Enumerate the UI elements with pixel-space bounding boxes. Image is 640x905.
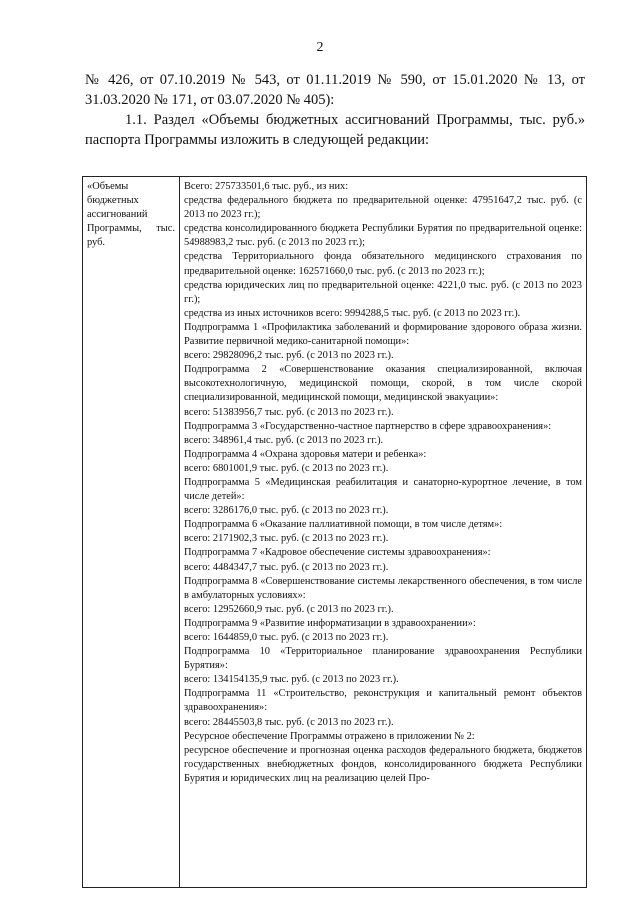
subprogram-7-total: всего: 4484347,7 тыс. руб. (с 2013 по 2023 гг.). xyxy=(184,561,389,573)
subprogram-9-total: всего: 1644859,0 тыс. руб. (с 2013 по 2023 гг.). xyxy=(184,632,389,643)
subprogram-2-title: Подпрограмма 2 «Совершенствование оказания специализированной, включая высокотехнологичную, медицинской помощи, скорой, в том числе скорой специализированной, медицинской помощи, медицинской эвакуации»: xyxy=(184,364,582,404)
subprogram-10-total: всего: 134154135,9 тыс. руб. (с 2013 по 2023 гг.). xyxy=(184,674,399,686)
subprogram-4-title: Подпрограмма 4 «Охрана здоровья матери и ребенка»: xyxy=(184,448,427,460)
subprogram-4-total: всего: 6801001,9 тыс. руб. (с 2013 по 2023 гг.). xyxy=(184,462,389,474)
resource-description-line: ресурсное обеспечение и прогнозная оценка расходов федерального бюджета, бюджетов государственных внебюджетных фондов, консолидированного бюджета Республики Бурятия и юридических лиц на реализацию целей Про- xyxy=(184,744,582,784)
subprogram-10-title: Подпрограмма 10 «Территориальное планирование здравоохранения Республики Бурятия»: xyxy=(184,646,582,672)
federal-budget-line: средства федерального бюджета по предварительной оценке: 47951647,2 тыс. руб. (с 2013 по 2023 гг.); xyxy=(184,195,582,221)
subprogram-11-total: всего: 28445503,8 тыс. руб. (с 2013 по 2023 гг.). xyxy=(184,716,394,728)
table-row xyxy=(83,177,587,888)
intro-line-1: № 426, от 07.10.2019 № 543, от 01.11.2019 № 590, от 15.01.2020 № 13, от 31.03.2020 № 171, от 03.07.2020 № 405): xyxy=(85,72,585,108)
subprogram-1-title: Подпрограмма 1 «Профилактика заболеваний и формирование здорового образа жизни. Развитие первичной медико-санитарной помощи»: xyxy=(184,321,582,348)
subprogram-8-title: Подпрограмма 8 «Совершенствование системы лекарственного обеспечения, в том числе в амбулаторных условиях»: xyxy=(184,575,582,601)
subprogram-1-total: всего: 29828096,2 тыс. руб. (с 2013 по 2023 гг.). xyxy=(184,350,394,362)
subprogram-6-title: Подпрограмма 6 «Оказание паллиативной помощи, в том числе детям»: xyxy=(184,519,503,531)
total-line: Всего: 275733501,6 тыс. руб., из них: xyxy=(184,181,349,192)
subprogram-5-total: всего: 3286176,0 тыс. руб. (с 2013 по 2023 гг.). xyxy=(184,505,389,517)
other-sources-line: средства из иных источников всего: 9994288,5 тыс. руб. (с 2013 по 2023 гг.). xyxy=(184,307,521,319)
subprogram-9-title: Подпрограмма 9 «Развитие информатизации в здравоохранении»: xyxy=(184,617,476,629)
table-content-cell xyxy=(180,177,587,888)
subprogram-2-total: всего: 51383956,7 тыс. руб. (с 2013 по 2023 гг.). xyxy=(184,406,394,418)
subprogram-6-total: всего: 2171902,3 тыс. руб. (с 2013 по 2023 гг.). xyxy=(184,533,389,545)
intro-text xyxy=(85,70,585,150)
budget-table xyxy=(82,176,587,888)
subprogram-5-title: Подпрограмма 5 «Медицинская реабилитация и санаторно-курортное лечение, в том числе детей»: xyxy=(184,476,582,503)
intro-line-2: 1.1. Раздел «Объемы бюджетных ассигнований Программы, тыс. руб.» паспорта Программы изложить в следующей редакции: xyxy=(85,112,585,148)
resource-appendix-line: Ресурсное обеспечение Программы отражено в приложении № 2: xyxy=(184,730,475,742)
subprogram-3-total: всего: 348961,4 тыс. руб. (с 2013 по 2023 гг.). xyxy=(184,434,384,446)
insurance-fund-line: средства Территориального фонда обязательного медицинского страхования по предварительной оценке: 162571660,0 тыс. руб. (с 2013 по 2023 гг.); xyxy=(184,251,582,277)
regional-budget-line: средства консолидированного бюджета Республики Бурятия по предварительной оценке: 54988983,2 тыс. руб. (с 2013 по 2023 гг.); xyxy=(184,223,582,249)
subprogram-3-title: Подпрограмма 3 «Государственно-частное партнерство в сфере здравоохранения»: xyxy=(184,420,552,432)
table-label-cell: «Объемы бюджетных ассигнований Программы, тыс. руб. xyxy=(83,177,180,888)
subprogram-7-title: Подпрограмма 7 «Кадровое обеспечение системы здравоохранения»: xyxy=(184,547,491,559)
subprogram-11-title: Подпрограмма 11 «Строительство, реконструкция и капитальный ремонт объектов здравоохранения»: xyxy=(184,688,582,714)
subprogram-8-total: всего: 12952660,9 тыс. руб. (с 2013 по 2023 гг.). xyxy=(184,603,394,615)
page-number: 2 xyxy=(316,40,324,55)
legal-entities-line: средства юридических лиц по предварительной оценке: 4221,0 тыс. руб. (с 2013 по 2023 гг.); xyxy=(184,279,582,305)
